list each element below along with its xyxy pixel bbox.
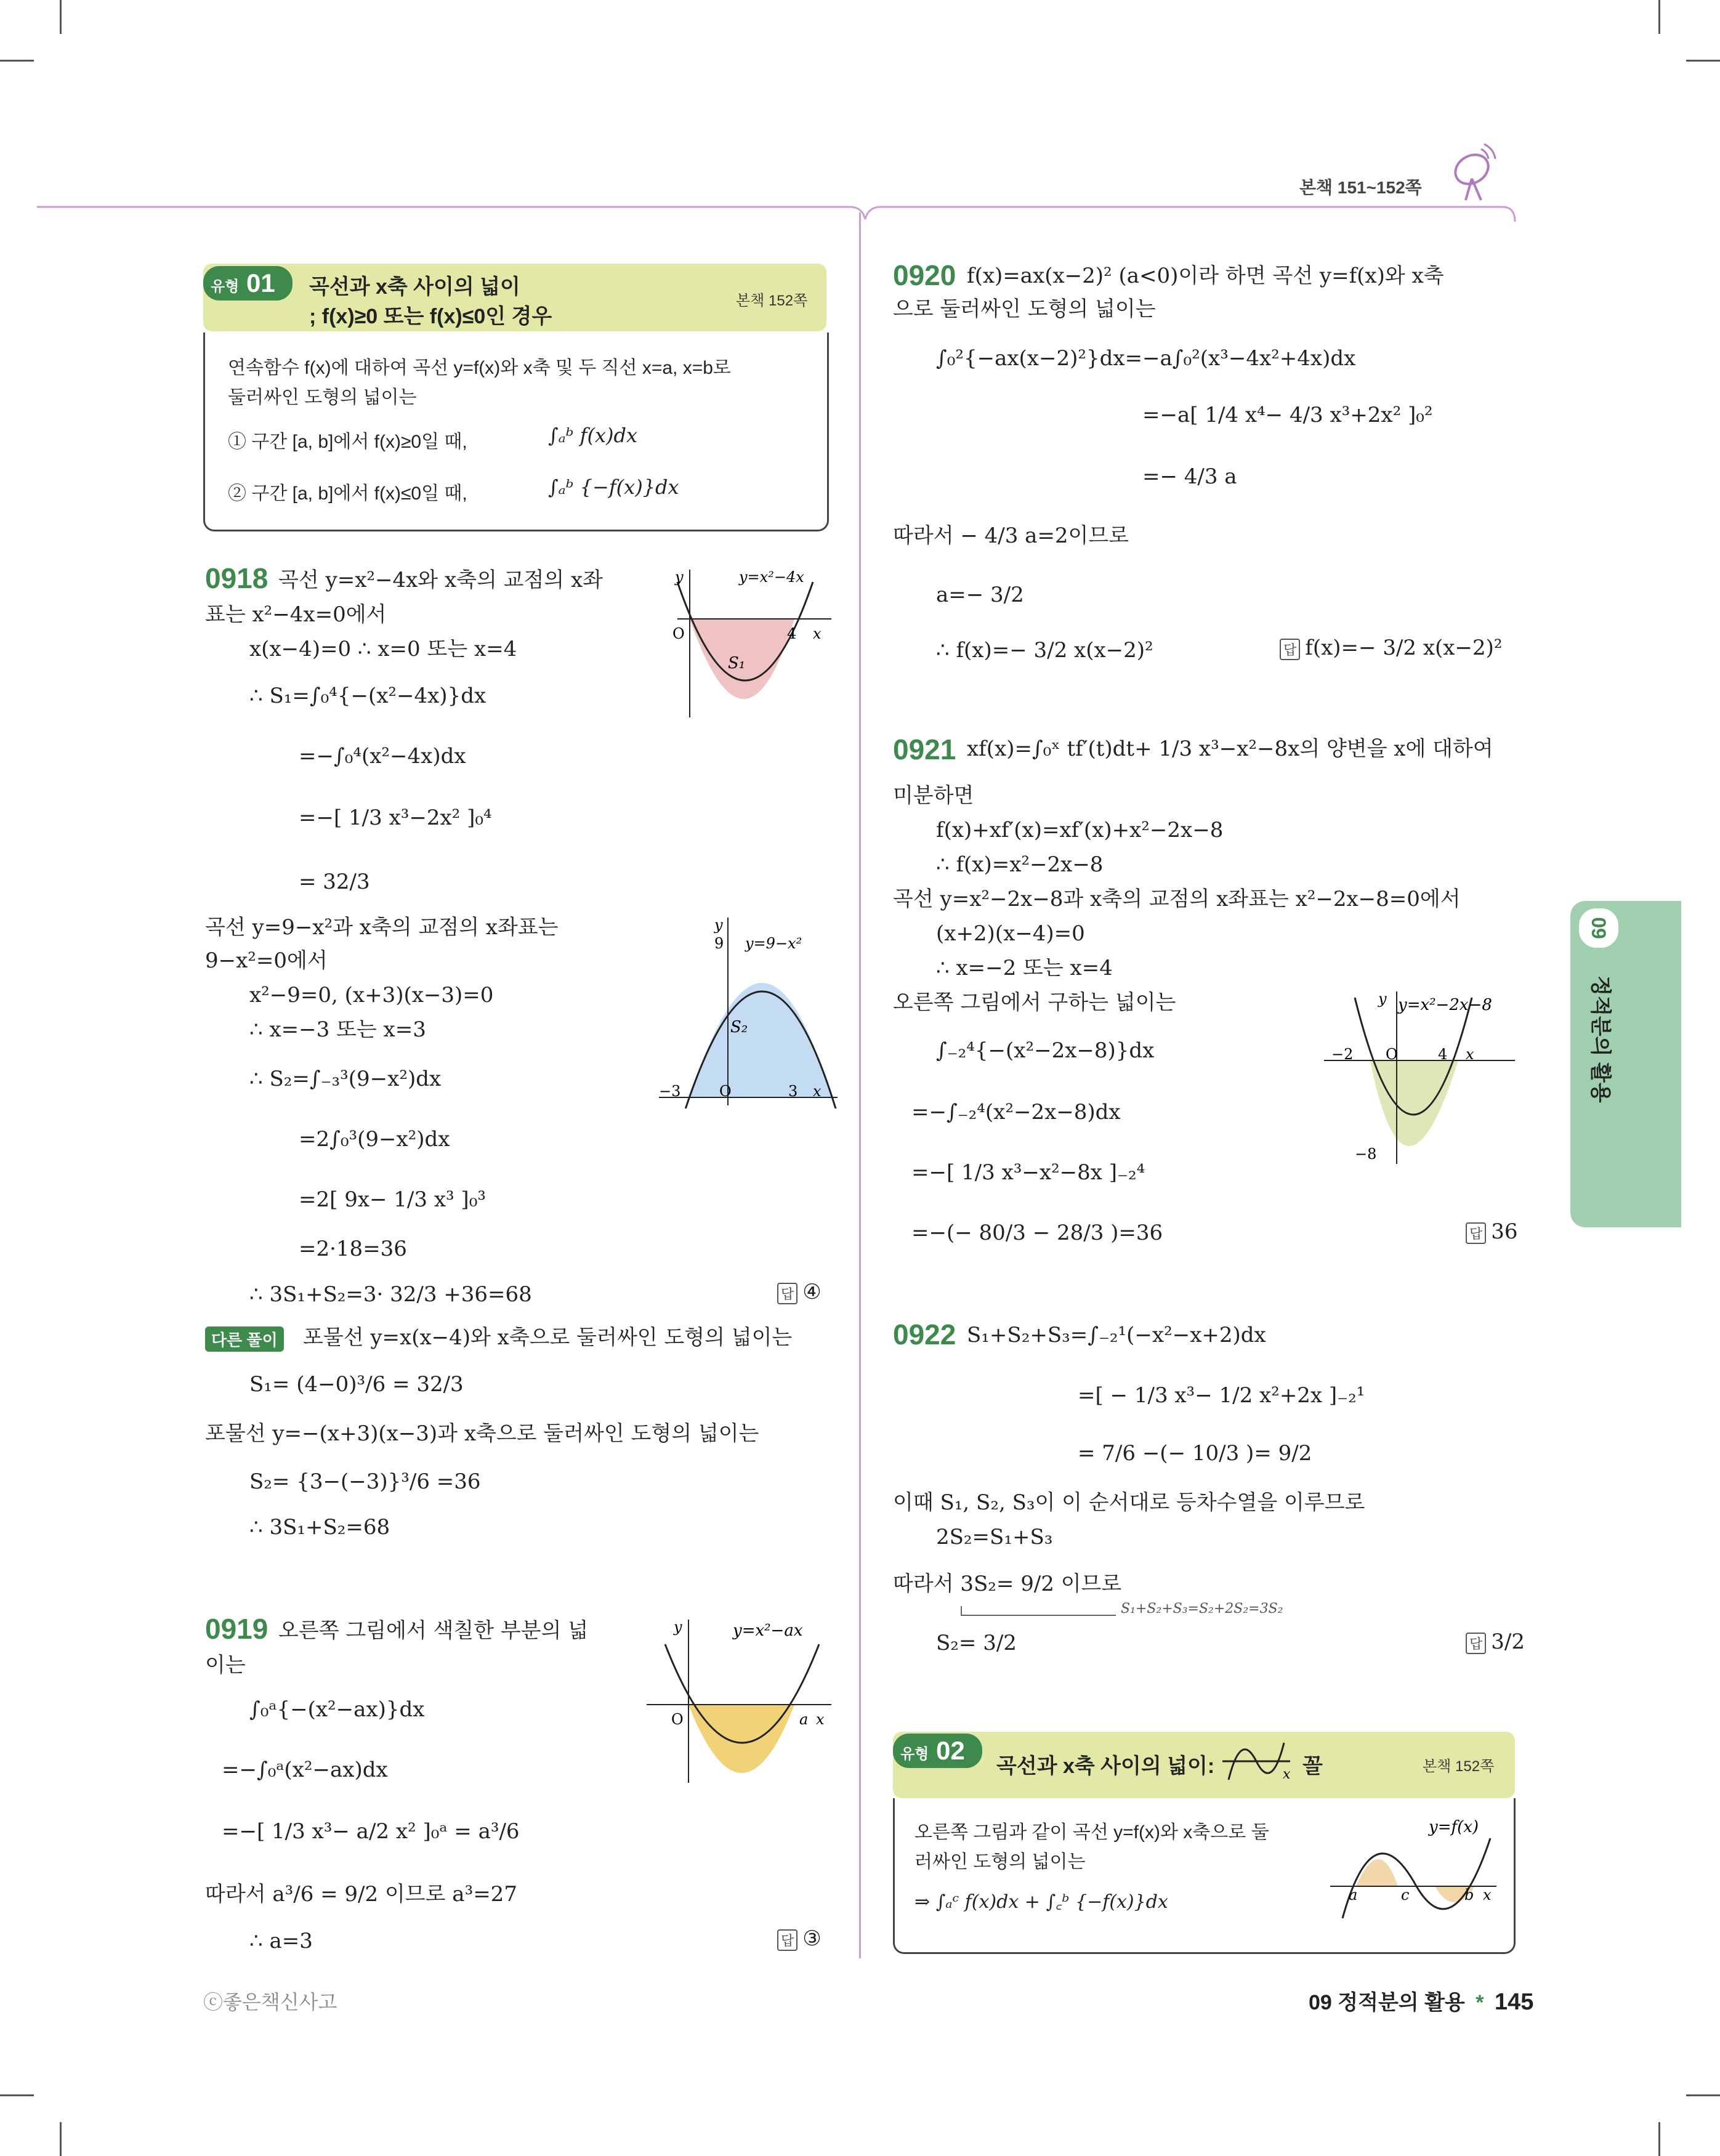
answer [1280,636,1503,660]
solution-line: 따라서 − 4/3 a=2이므로 [893,523,1129,548]
case-2-expr: ∫ₐᵇ {−f(x)}dx [548,475,679,499]
solution-line: xf(x)=∫₀ˣ tf′(t)dt+ 1/3 x³−x²−8x의 양변을 x에 대하여 [967,737,1493,761]
solution-line: =−∫₀ᵃ(x²−ax)dx [222,1758,388,1782]
solution-line: f(x)+xf′(x)=xf′(x)+x²−2x−8 [936,818,1224,842]
axis-label-x: x [813,625,822,642]
solution-line: =−[ 1/3 x³−x²−8x ]₋₂⁴ [911,1160,1145,1185]
type-desc-2: 러싸인 도형의 넓이는 [915,1852,1086,1872]
crop-mark [60,0,62,34]
axis-label-y: y [714,916,723,934]
solution-line: 오른쪽 그림에서 색칠한 부분의 넓 [278,1618,589,1643]
case-2-label: ② 구간 [a, b]에서 f(x)≤0일 때, [228,483,467,504]
footer-sep: * [1476,1991,1484,2014]
answer-icon: 답 [777,1283,797,1304]
solution-line: =2[ 9x− 1/3 x³ ]₀³ [299,1187,486,1212]
type-title: 곡선과 x축 사이의 넓이 [309,275,520,299]
region-label: S₁ [728,654,746,672]
answer [777,1926,822,1951]
solution-line: (x+2)(x−4)=0 [936,921,1085,946]
type-badge-prefix: 유형 [211,278,240,295]
tick-label: 3 [788,1083,798,1100]
solution-line: ∫₀²{−ax(x−2)²}dx=−a∫₀²(x³−4x²+4x)dx [936,346,1356,371]
type-ref: 본책 152쪽 [1423,1758,1495,1775]
crop-mark [1686,60,1720,62]
case-1-expr: ∫ₐᵇ f(x)dx [548,424,638,447]
solution-line: =− 4/3 a [1142,464,1237,489]
footer-page: 145 [1494,1989,1534,2015]
curve-label: y=f(x) [1429,1818,1479,1836]
tick-label: 4 [787,625,797,642]
tick-label: 9 [714,935,724,952]
solution-line: S₁+S₂+S₃=∫₋₂¹(−x²−x+2)dx [967,1323,1266,1347]
crop-mark [0,60,34,62]
solution-line: 오른쪽 그림에서 구하는 넓이는 [893,990,1176,1015]
solution-line: =−[ 1/3 x³− a/2 x² ]₀ᵃ = a³/6 [222,1819,520,1844]
axis-label-x: x [813,1083,822,1100]
origin-label: O [719,1083,732,1100]
type-badge [893,1734,982,1768]
curve-label: y=9−x² [745,935,802,952]
header-rule [37,197,1521,234]
graph-wave [1330,1814,1503,1924]
problem-number: 0922 [893,1318,956,1351]
answer [1466,1629,1525,1654]
origin-label: O [672,625,685,642]
problem-number: 0919 [205,1613,268,1645]
solution-line: = 32/3 [299,870,370,894]
region-label: S₂ [730,1018,748,1036]
solution-line: ∴ S₂=∫₋₃³(9−x²)dx [249,1067,442,1091]
answer [777,1280,822,1304]
solution-line: =−∫₋₂⁴(x²−2x−8)dx [911,1100,1121,1124]
axis-label-y: y [674,1618,682,1636]
graph-parabola-s2 [653,911,838,1108]
tick-label: −8 [1355,1145,1377,1163]
problem-number: 0918 [205,562,268,594]
answer-value: ④ [802,1280,822,1304]
crop-mark [60,2122,62,2156]
axis-label-y: y [675,568,684,586]
type-badge-num: 01 [246,268,275,297]
graph-parabola-a [640,1613,838,1786]
type-title-tail: 꼴 [1302,1754,1323,1778]
case-1-label: ① 구간 [a, b]에서 f(x)≥0일 때, [228,432,467,452]
side-tab [1570,901,1681,1227]
header-ref: 본책 151~152쪽 [1299,178,1422,197]
type-badge [203,266,293,301]
answer-icon: 답 [1466,1633,1486,1654]
answer-value: f(x)=− 3/2 x(x−2)² [1305,636,1503,660]
solution-line: =2∫₀³(9−x²)dx [299,1127,450,1152]
solution-line: ∴ x=−3 또는 x=3 [249,1017,426,1042]
solution-line: ∴ S₁=∫₀⁴{−(x²−4x)}dx [249,684,487,708]
satellite-icon [1447,142,1496,203]
solution-line: 으로 둘러싸인 도형의 넓이는 [893,297,1156,321]
tick-label: 4 [1438,1046,1448,1063]
solution-line: S₂= 3/2 [936,1631,1017,1655]
type-desc: 오른쪽 그림과 같이 곡선 y=f(x)와 x축으로 둘 [915,1822,1269,1843]
solution-line: ∫₀ᵃ{−(x²−ax)}dx [249,1697,425,1722]
footer-right [1309,1985,1533,2016]
alt-solution-tag: 다른 풀이 [205,1326,284,1352]
solution-line: 2S₂=S₁+S₃ [936,1525,1053,1549]
solution-line: =−a[ 1/4 x⁴− 4/3 x³+2x² ]₀² [1142,403,1433,427]
type-desc: 연속함수 f(x)에 대하여 곡선 y=f(x)와 x축 및 두 직선 x=a, x=b로 [228,358,731,378]
solution-line: 이는 [205,1653,246,1678]
axis-label-x: x [1466,1046,1474,1063]
solution-line: ∫₋₂⁴{−(x²−2x−8)}dx [936,1038,1155,1063]
origin-label: O [671,1711,684,1728]
type-title-2: ; f(x)≥0 또는 f(x)≤0인 경우 [309,305,552,328]
solution-line: x(x−4)=0 ∴ x=0 또는 x=4 [249,637,517,661]
crop-mark [1686,2094,1720,2096]
solution-line: 미분하면 [893,783,974,808]
wave-icon [1222,1737,1296,1786]
curve-label: y=x²−2x−8 [1398,996,1492,1014]
solution-line: 따라서 3S₂= 9/2 이므로 [893,1572,1122,1596]
problem-number: 0920 [893,259,956,291]
answer-value: ③ [802,1926,822,1951]
tick-label: −2 [1331,1046,1354,1063]
solution-line: f(x)=ax(x−2)² (a<0)이라 하면 곡선 y=f(x)와 x축 [967,264,1444,288]
curve-label: y=x²−4x [739,568,804,586]
tick-label: c [1401,1886,1410,1904]
answer [1466,1219,1518,1244]
axis-label-x: x [1483,1886,1492,1904]
graph-parabola-0921 [1318,985,1521,1170]
graph-parabola-s1 [665,563,838,724]
curve-label: y=x²−ax [733,1621,803,1640]
solution-line: ∴ 3S₁+S₂=3· 32/3 +36=68 [249,1282,532,1307]
side-tab-num: 09 [1577,906,1621,950]
crop-mark [1658,2122,1660,2156]
solution-line: =−(− 80/3 − 28/3 )=36 [911,1221,1163,1245]
answer-icon: 답 [1280,639,1300,660]
solution-line: = 7/6 −(− 10/3 )= 9/2 [1078,1441,1312,1466]
solution-line: 포물선 y=x(x−4)와 x축으로 둘러싸인 도형의 넓이는 [303,1325,793,1350]
crop-mark [1658,0,1660,34]
solution-line: =[ − 1/3 x³− 1/2 x²+2x ]₋₂¹ [1078,1383,1365,1408]
answer-value: 3/2 [1491,1629,1525,1654]
solution-line: S₂= {3−(−3)}³/6 =36 [249,1469,481,1494]
solution-line: 이때 S₁, S₂, S₃이 이 순서대로 등차수열을 이루므로 [893,1490,1365,1515]
side-tab-label: 정적분의 활용 [1588,975,1612,1103]
solution-line: 포물선 y=−(x+3)(x−3)과 x축으로 둘러싸인 도형의 넓이는 [205,1421,759,1446]
footer-publisher: ⓒ좋은책신사고 [203,1991,337,2013]
tick-label: b [1464,1886,1474,1904]
type-title: 곡선과 x축 사이의 넓이: [996,1754,1215,1778]
axis-label-x: x [816,1711,825,1728]
type-ref: 본책 152쪽 [736,293,808,309]
answer-icon: 답 [777,1929,797,1951]
solution-line: a=− 3/2 [936,583,1024,607]
crop-mark [0,2094,34,2096]
solution-line: =2·18=36 [299,1237,407,1261]
axis-label-y: y [1378,990,1387,1007]
solution-line: ∴ x=−2 또는 x=4 [936,956,1113,980]
solution-line: 곡선 y=9−x²과 x축의 교점의 x좌표는 [205,915,559,940]
answer-value: 36 [1491,1219,1518,1244]
annotation-note: S₁+S₂+S₃=S₂+2S₂=3S₂ [1121,1601,1283,1617]
solution-line: =−[ 1/3 x³−2x² ]₀⁴ [299,805,492,830]
type-desc-2: 둘러싸인 도형의 넓이는 [228,387,417,408]
solution-line: x²−9=0, (x+3)(x−3)=0 [249,983,494,1007]
type-result: ⇒ ∫ₐᶜ f(x)dx + ∫꜀ᵇ {−f(x)}dx [915,1891,1168,1913]
origin-label: O [1386,1046,1398,1063]
solution-line: ∴ 3S₁+S₂=68 [249,1515,390,1540]
bracket-line [961,1606,1116,1616]
type-badge-num: 02 [936,1736,965,1765]
solution-line: 9−x²=0에서 [205,948,328,973]
solution-line: ∴ f(x)=− 3/2 x(x−2)² [936,638,1153,663]
solution-line: 곡선 y=x²−4x와 x축의 교점의 x좌 [278,568,603,592]
solution-line: ∴ a=3 [249,1929,313,1953]
axis-label-x: x [1283,1767,1291,1782]
solution-line: =−∫₀⁴(x²−4x)dx [299,744,466,769]
problem-number: 0921 [893,733,956,765]
solution-line: S₁= (4−0)³/6 = 32/3 [249,1372,464,1397]
answer-icon: 답 [1466,1222,1486,1244]
tick-label: −3 [659,1083,681,1100]
tick-label: a [799,1711,809,1728]
column-divider [859,212,861,1958]
solution-line: 따라서 a³/6 = 9/2 이므로 a³=27 [205,1882,517,1907]
solution-line: 곡선 y=x²−2x−8과 x축의 교점의 x좌표는 x²−2x−8=0에서 [893,887,1461,911]
type-badge-prefix: 유형 [900,1746,929,1762]
solution-line: ∴ f(x)=x²−2x−8 [936,852,1104,877]
tick-label: a [1349,1886,1358,1904]
solution-line: 표는 x²−4x=0에서 [205,602,387,627]
footer-chapter: 09 정적분의 활용 [1309,1991,1465,2014]
